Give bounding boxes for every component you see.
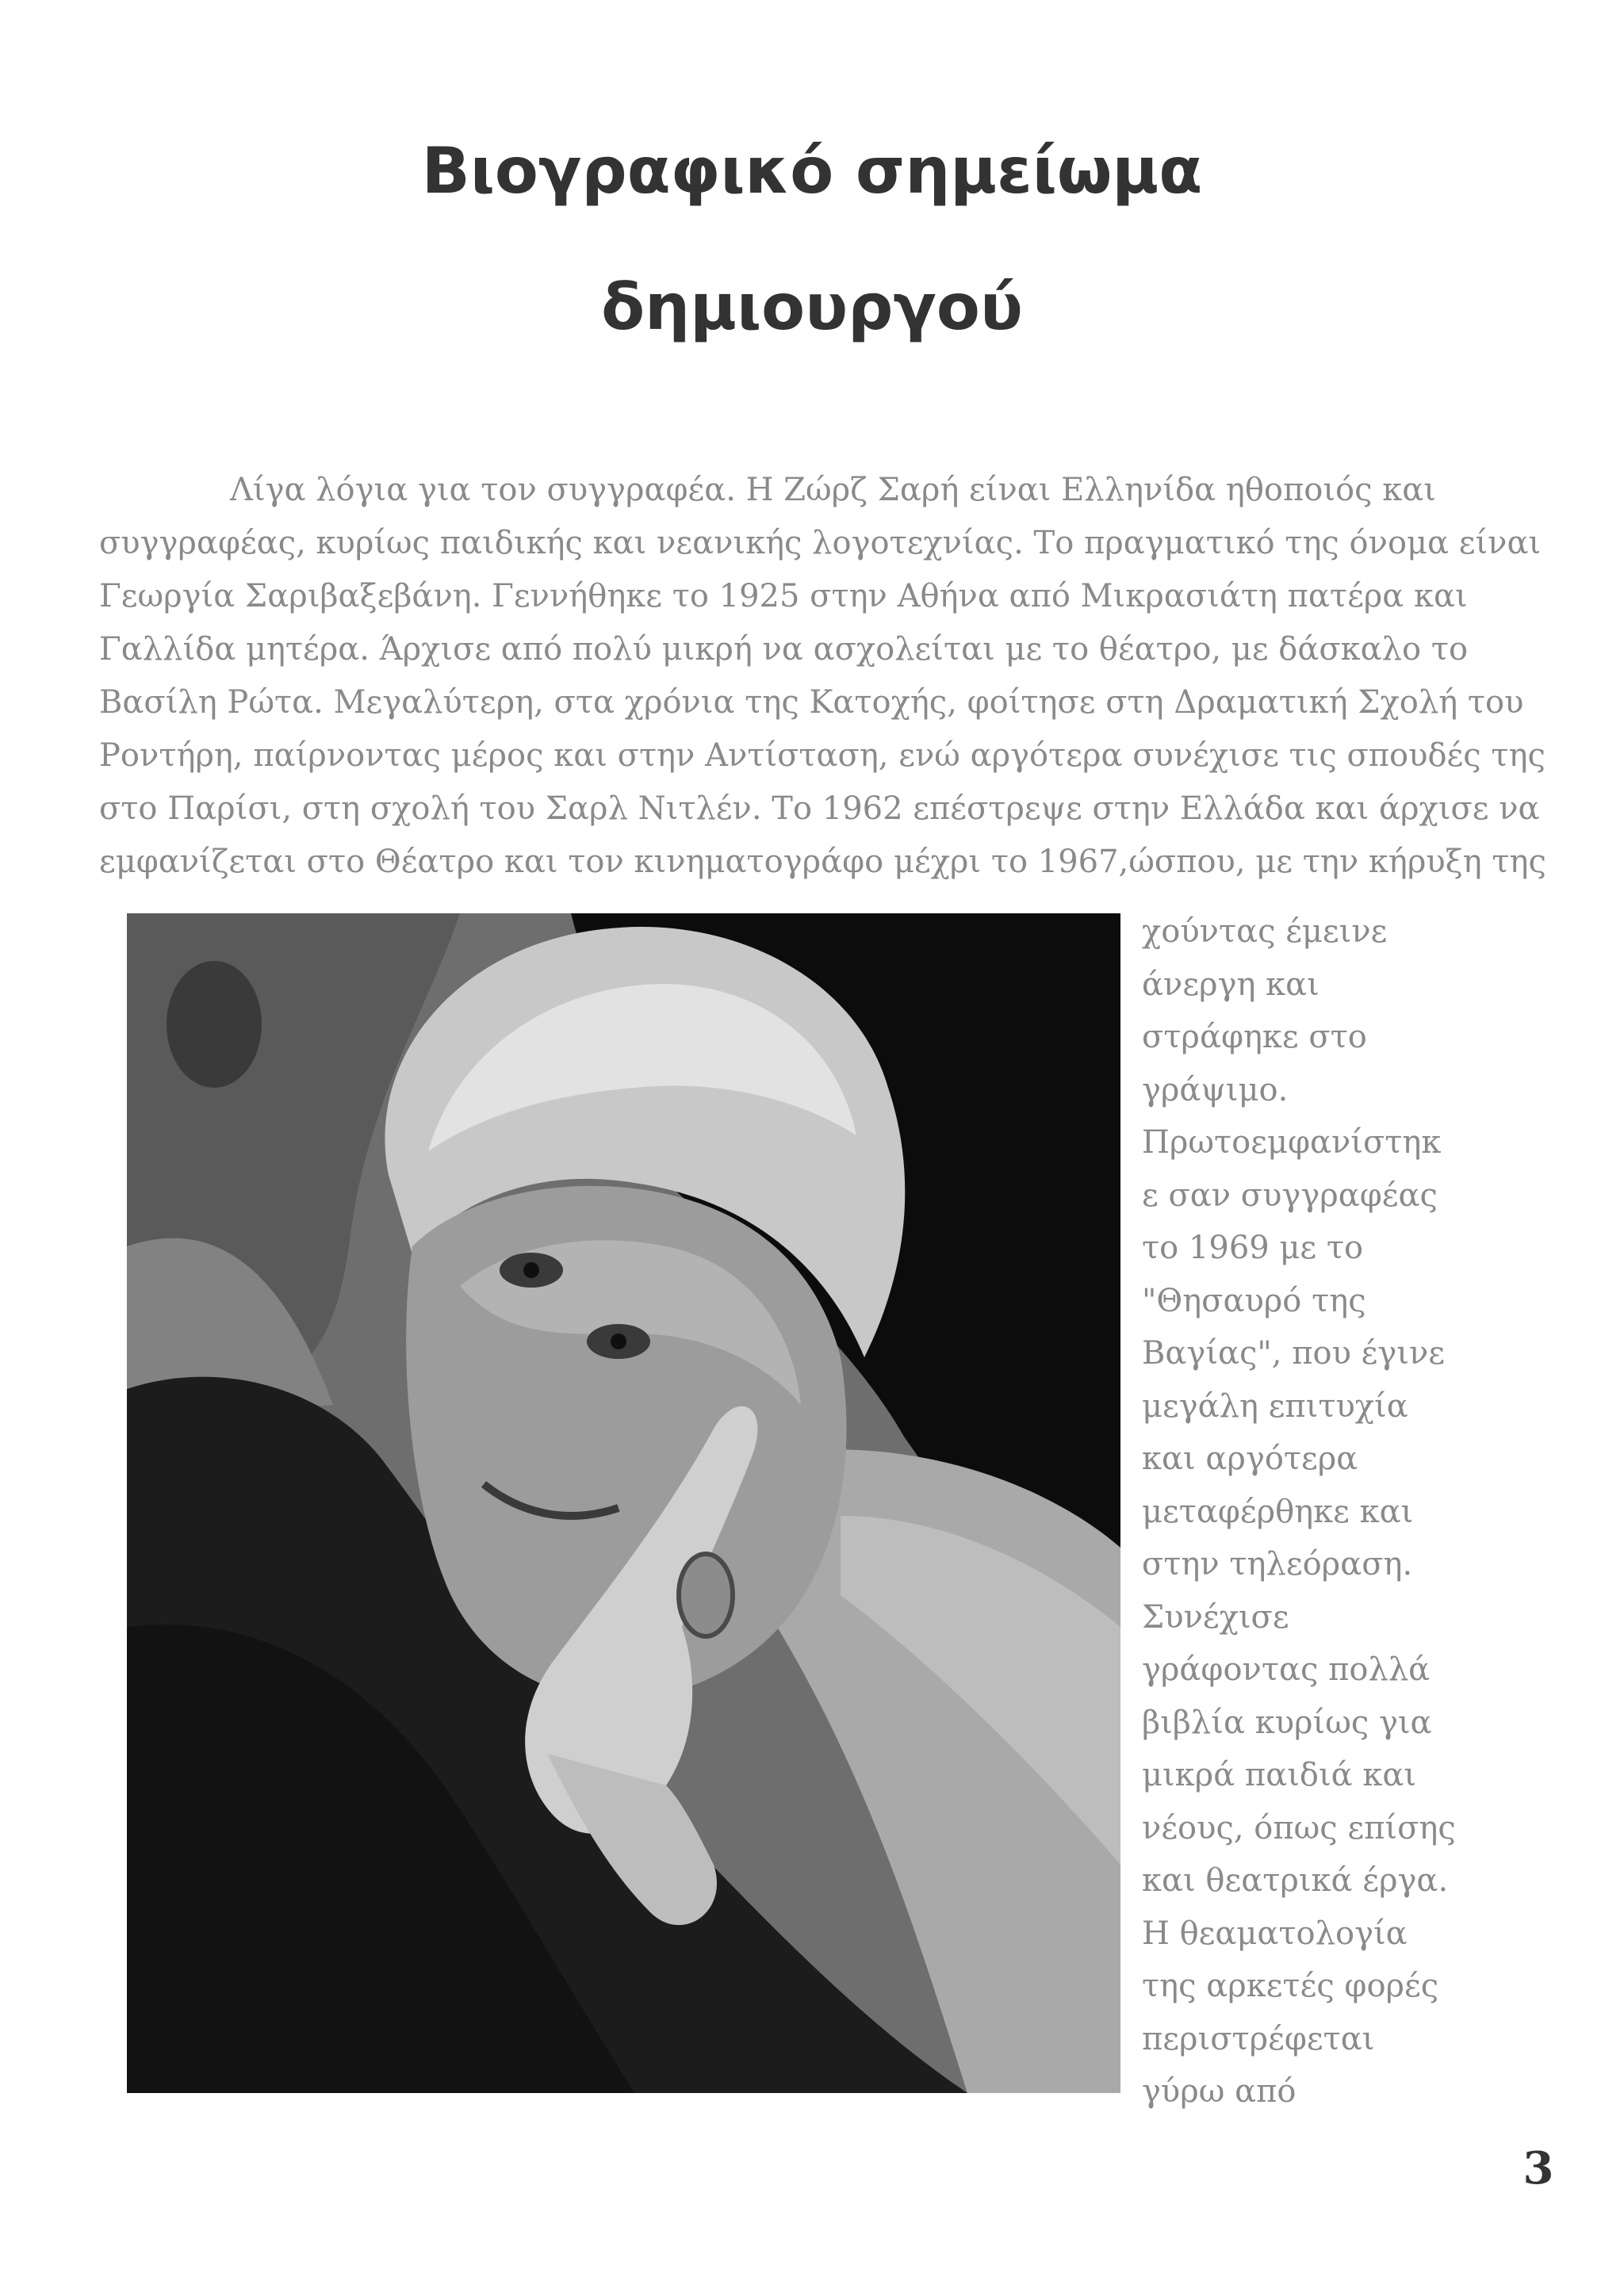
page-number: 3 bbox=[1522, 2142, 1554, 2195]
side-line: "Θησαυρό της bbox=[1142, 1282, 1366, 1319]
side-column-text bbox=[1142, 905, 1483, 2118]
side-line: της αρκετές φορές bbox=[1142, 1968, 1439, 2004]
side-line: μεταφέρθηκε και bbox=[1142, 1493, 1414, 1530]
side-line: γύρω από bbox=[1142, 2073, 1297, 2110]
side-line: και αργότερα bbox=[1142, 1441, 1358, 1477]
author-portrait-photo bbox=[127, 913, 1120, 2093]
side-line: Συνέχισε bbox=[1142, 1598, 1289, 1636]
side-line: Πρωτοεμφανίστηκ bbox=[1142, 1124, 1442, 1161]
side-line: Η θεαματολογία bbox=[1142, 1915, 1408, 1952]
side-line: Βαγίας", που έγινε bbox=[1142, 1335, 1445, 1372]
side-line: χούντας έμεινε bbox=[1142, 913, 1388, 950]
intro-line: Γαλλίδα μητέρα. Άρχισε από πολύ μικρή να ασχολείται με το θέατρο, με δάσκαλο το bbox=[99, 631, 1469, 668]
side-line: ε σαν συγγραφέας bbox=[1142, 1177, 1438, 1214]
intro-paragraph bbox=[99, 464, 1546, 889]
intro-line: Βασίλη Ρώτα. Μεγαλύτερη, στα χρόνια της Κατοχής, φοίτησε στη Δραματική Σχολή του bbox=[99, 684, 1524, 721]
portrait-illustration bbox=[127, 913, 1120, 2093]
side-line: και θεατρικά έργα. bbox=[1142, 1862, 1449, 1899]
intro-line: στο Παρίσι, στη σχολή του Σαρλ Νιτλέν. Το 1962 επέστρεψε στην Ελλάδα και άρχισε να bbox=[99, 790, 1540, 827]
intro-line: εμφανίζεται στο Θέατρο και τον κινηματογράφο μέχρι το 1967,ώσπου, με την κήρυξη της bbox=[99, 844, 1546, 880]
side-line: στράφηκε στο bbox=[1142, 1019, 1367, 1055]
side-line: νέους, όπως επίσης bbox=[1142, 1809, 1456, 1846]
title-line-2: δημιουργού bbox=[601, 270, 1023, 344]
side-line: περιστρέφεται bbox=[1142, 2020, 1375, 2057]
side-line: βιβλία κυρίως για bbox=[1142, 1704, 1432, 1741]
side-line: στην τηλεόραση. bbox=[1142, 1546, 1413, 1582]
intro-line: Ροντήρη, παίρνοντας μέρος και στην Αντίσταση, ενώ αργότερα συνέχισε τις σπουδές της bbox=[99, 737, 1545, 774]
side-line: γράφοντας πολλά bbox=[1142, 1651, 1431, 1688]
intro-line: Γεωργία Σαριβαξεβάνη. Γεννήθηκε το 1925 στην Αθήνα από Μικρασιάτη πατέρα και bbox=[99, 578, 1468, 614]
intro-line: Λίγα λόγια για τον συγγραφέα. Η Ζώρζ Σαρή είναι Ελληνίδα ηθοποιός και bbox=[230, 472, 1436, 508]
side-line: άνεργη και bbox=[1142, 966, 1320, 1003]
side-line: μικρά παιδιά και bbox=[1142, 1757, 1417, 1793]
side-line: μεγάλη επιτυχία bbox=[1142, 1387, 1408, 1425]
intro-line: συγγραφέας, κυρίως παιδικής και νεανικής λογοτεχνίας. Το πραγματικό της όνομα είναι bbox=[99, 525, 1542, 561]
page-title bbox=[0, 103, 1624, 376]
side-line: γράψιμο. bbox=[1142, 1071, 1289, 1108]
side-line: το 1969 με το bbox=[1142, 1230, 1364, 1266]
title-line-1: Βιογραφικό σημείωμα bbox=[421, 134, 1203, 208]
